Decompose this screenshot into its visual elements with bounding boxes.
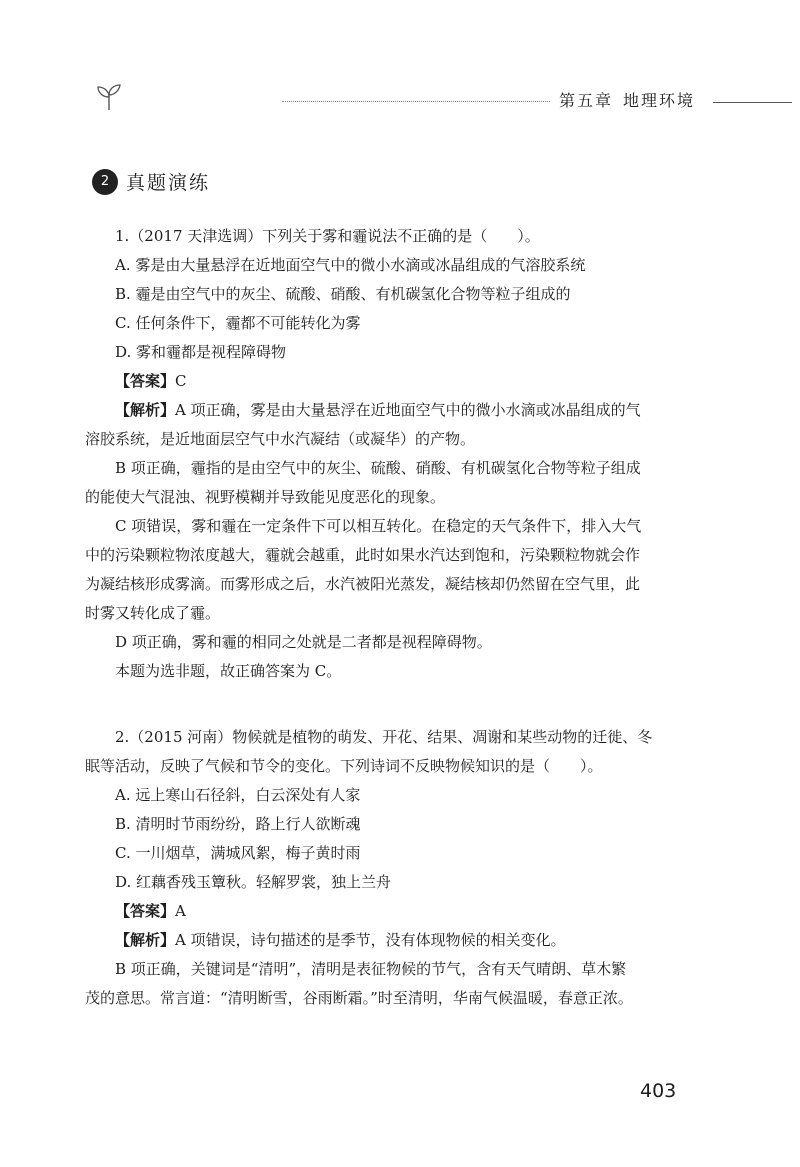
- analysis-label: 【解析】: [115, 401, 176, 419]
- page-number: 403: [640, 1080, 677, 1102]
- question-stem: 1.（2017 天津选调）下列关于雾和霾说法不正确的是（ ）。: [115, 227, 540, 245]
- answer-value: A: [175, 902, 186, 920]
- chapter-title: 地理环境: [623, 91, 696, 110]
- option: C. 任何条件下，霾都不可能转化为雾: [115, 314, 361, 332]
- analysis-text: A 项正确，雾是由大量悬浮在近地面空气中的微小水滴或冰晶组成的气: [175, 401, 641, 419]
- analysis-text: 中的污染颗粒物浓度越大，霾就会越重，此时如果水汽达到饱和，污染颗粒物就会作: [85, 546, 641, 564]
- main-content: [85, 222, 705, 1013]
- analysis-text: 为凝结核形成雾滴。而雾形成之后，水汽被阳光蒸发，凝结核却仍然留在空气里，此: [85, 575, 641, 593]
- section-heading: [92, 168, 210, 195]
- analysis-line: [85, 396, 705, 425]
- analysis-text: C 项错误，雾和霾在一定条件下可以相互转化。在稳定的天气条件下，排入大气: [115, 517, 642, 535]
- analysis-text: D 项正确，雾和霾的相同之处就是二者都是视程障碍物。: [115, 633, 492, 651]
- answer-line: [85, 897, 705, 926]
- answer-line: [85, 367, 705, 396]
- option: D. 雾和霾都是视程障碍物: [115, 343, 287, 361]
- answer-label: 【答案】: [115, 902, 176, 920]
- option: D. 红藕香残玉簟秋。轻解罗裳，独上兰舟: [115, 873, 392, 891]
- page-header: [92, 82, 792, 122]
- analysis-text: 时雾又转化成了霾。: [85, 604, 221, 622]
- question-stem: 2.（2015 河南）物候就是植物的萌发、开花、结果、凋谢和某些动物的迁徙、冬: [115, 728, 653, 746]
- analysis-text: B 项正确，霾指的是由空气中的灰尘、硫酸、硝酸、有机碳氢化合物等粒子组成: [115, 459, 641, 477]
- chapter-heading: [551, 88, 713, 111]
- section-title: 真题演练: [126, 172, 211, 194]
- section-badge: 2: [92, 169, 118, 195]
- sprout-icon: [92, 80, 126, 114]
- analysis-text: B 项正确，关键词是“清明”，清明是表征物候的节气，含有天气晴朗、草木繁: [115, 960, 627, 978]
- analysis-text: A 项错误，诗句描述的是季节，没有体现物候的相关变化。: [175, 931, 566, 949]
- answer-label: 【答案】: [115, 372, 176, 390]
- answer-value: C: [175, 372, 187, 390]
- analysis-line: [85, 926, 705, 955]
- option: C. 一川烟草，满城风絮，梅子黄时雨: [115, 844, 361, 862]
- option: A. 远上寒山石径斜，白云深处有人家: [115, 786, 361, 804]
- analysis-text: 的能使大气混浊、视野模糊并导致能见度恶化的现象。: [85, 488, 446, 506]
- analysis-text: 本题为选非题，故正确答案为 C。: [115, 662, 342, 680]
- option: A. 雾是由大量悬浮在近地面空气中的微小水滴或冰晶组成的气溶胶系统: [115, 256, 586, 274]
- option: B. 霾是由空气中的灰尘、硫酸、硝酸、有机碳氢化合物等粒子组成的: [115, 285, 571, 303]
- analysis-label: 【解析】: [115, 931, 176, 949]
- analysis-text: 溶胶系统，是近地面层空气中水汽凝结（或凝华）的产物。: [85, 430, 476, 448]
- chapter-number: 第五章: [559, 91, 614, 110]
- option: B. 清明时节雨纷纷，路上行人欲断魂: [115, 815, 361, 833]
- question-stem: 眠等活动，反映了气候和节令的变化。下列诗词不反映物候知识的是（ ）。: [85, 757, 603, 775]
- analysis-text: 茂的意思。常言道：“清明断雪，谷雨断霜。”时至清明，华南气候温暖，春意正浓。: [85, 989, 633, 1007]
